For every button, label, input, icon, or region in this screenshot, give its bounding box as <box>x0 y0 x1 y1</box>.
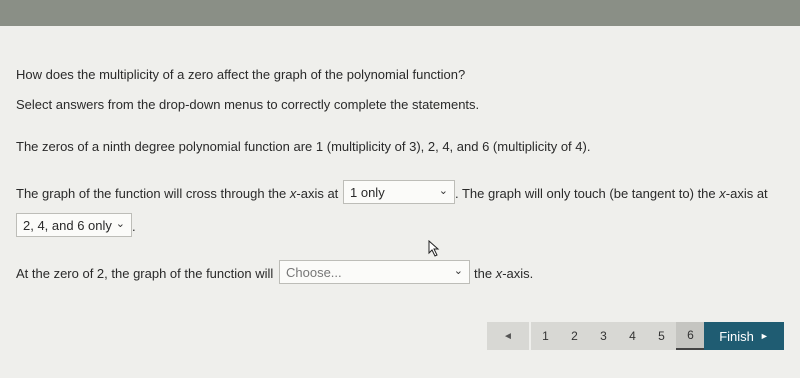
zero-of-2-dropdown[interactable] <box>279 260 470 284</box>
page-button-2[interactable]: 2 <box>560 322 589 350</box>
statement2-axis-var: x <box>719 186 726 201</box>
statement2-suffix: -axis at <box>725 186 768 201</box>
pagination <box>487 322 705 350</box>
mouse-cursor-icon <box>427 240 443 258</box>
chevron-down-icon: ⌄ <box>438 185 448 197</box>
statement3-suffix-pre: the <box>474 266 496 281</box>
top-header-band <box>0 0 800 26</box>
question-instruction: Select answers from the drop-down menus to correctly complete the statements. <box>16 97 480 112</box>
play-arrow-icon: ► <box>759 331 769 341</box>
touches-xaxis-selected: 2, 4, and 6 only <box>23 218 112 233</box>
statement3-axis-var: x <box>495 266 503 281</box>
question-prompt: How does the multiplicity of a zero affect the graph of the polynomial function? <box>16 67 466 82</box>
statement2-prefix: . The graph will only touch (be tangent to) the <box>455 186 720 201</box>
statement1-prefix: The graph of the function will cross through the <box>16 186 290 201</box>
statement1-text <box>16 186 338 201</box>
finish-label: Finish <box>719 328 754 344</box>
statement3-suffix <box>474 266 533 281</box>
zero-of-2-placeholder: Choose... <box>286 265 342 280</box>
prev-arrow-icon: ◄ <box>503 330 513 342</box>
statement1-suffix: -axis at <box>296 186 339 201</box>
page-button-1[interactable]: 1 <box>531 322 560 350</box>
page-button-6-current[interactable]: 6 <box>676 322 705 350</box>
page-button-3[interactable]: 3 <box>589 322 618 350</box>
crosses-xaxis-dropdown[interactable] <box>343 180 455 204</box>
chevron-down-icon: ⌄ <box>453 265 463 277</box>
prev-page-button[interactable] <box>487 322 529 350</box>
statement3-suffix-post: -axis. <box>502 266 534 281</box>
page-button-4[interactable]: 4 <box>618 322 647 350</box>
page-button-5[interactable]: 5 <box>647 322 676 350</box>
statement2-text <box>455 186 768 201</box>
statement2-end: . <box>132 219 136 234</box>
statement1-axis-var: x <box>289 186 297 201</box>
finish-button[interactable] <box>704 322 784 350</box>
chevron-down-icon: ⌄ <box>115 218 125 230</box>
crosses-xaxis-selected: 1 only <box>350 185 385 200</box>
question-context: The zeros of a ninth degree polynomial function are 1 (multiplicity of 3), 2, 4, and 6 (multiplicity of 4). <box>16 139 591 154</box>
touches-xaxis-dropdown[interactable] <box>16 213 132 237</box>
statement3-prefix: At the zero of 2, the graph of the function will <box>16 266 274 281</box>
page-number-list <box>531 322 705 350</box>
